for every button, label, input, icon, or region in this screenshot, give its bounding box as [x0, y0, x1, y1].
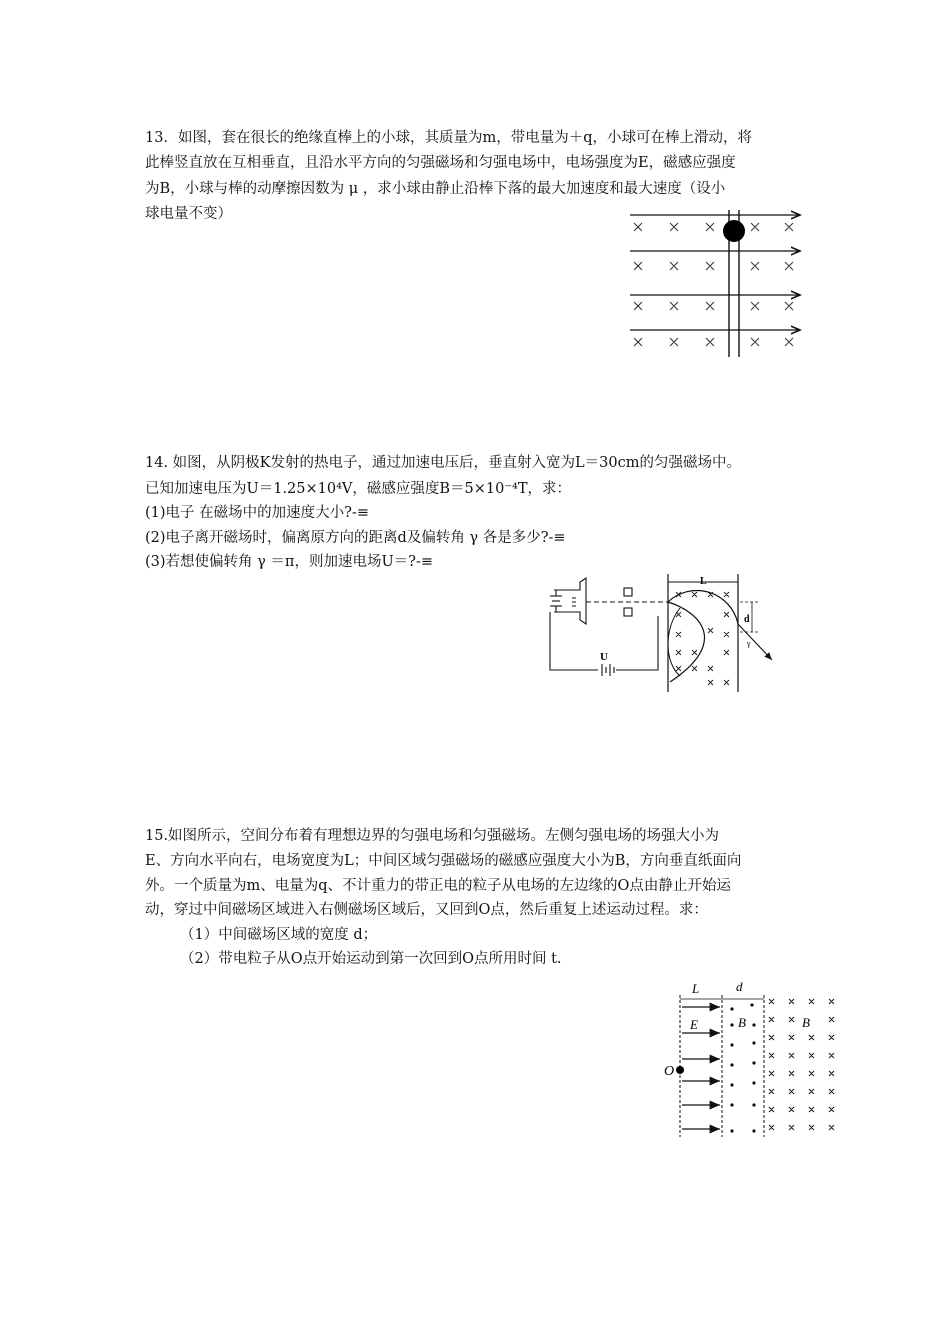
q15-line-4: 动，穿过中间磁场区域进入右侧磁场区域后，又回到O点，然后重复上述运动过程。求： — [145, 902, 708, 918]
q15-figure — [658, 977, 843, 1140]
anode-top — [624, 588, 632, 596]
magnetic-field-crosses — [634, 223, 793, 346]
q15-line-2: E、方向水平向右，电场宽度为L；中间区域匀强磁场的磁感应强度大小为B，方向垂直纸面向 — [145, 853, 742, 869]
q15-line-1: 15.如图所示，空间分布着有理想边界的匀强电场和匀强磁场。左侧匀强电场的场强大小为 — [145, 828, 720, 844]
label-L: L — [692, 981, 700, 996]
q15-line-6: （2）带电粒子从O点开始运动到第一次回到O点所用时间 t. — [180, 951, 562, 967]
electric-field-lines — [630, 215, 800, 330]
q14-figure — [540, 572, 790, 694]
label-B: B — [738, 1015, 746, 1030]
q15-line-5: （1）中间磁场区域的宽度 d； — [180, 927, 378, 943]
trajectory-3 — [668, 608, 680, 676]
q13-line-4: 球电量不变） — [145, 206, 232, 222]
cathode-assembly — [550, 578, 586, 624]
q13-line-1: 13．如图，套在很长的绝缘直棒上的小球，其质量为m，带电量为＋q，小球可在棒上滑动，将 — [145, 130, 752, 146]
q15-field-arrows — [682, 1007, 720, 1129]
q14-line-5: (3)若想使偏转角 γ ＝π，则加速电场U＝?-≡ — [145, 554, 433, 570]
q14-line-1: 14. 如图，从阴极K发射的热电子，通过加速电压后，垂直射入宽为L＝30cm的匀强磁场中。 — [145, 455, 741, 471]
label-E: E — [690, 1017, 698, 1032]
label-B2: B — [802, 1015, 810, 1030]
q13-line-3: 为B，小球与棒的动摩擦因数为 μ ，求小球由静止沿棒下落的最大加速度和最大速度（设小 — [145, 181, 726, 197]
exit-ray — [738, 624, 772, 660]
charged-ball — [723, 220, 745, 242]
point-O — [676, 1066, 684, 1074]
trajectory-2 — [668, 602, 704, 682]
label-gamma: γ — [747, 639, 751, 648]
label-O: O — [664, 1064, 675, 1079]
anode-bottom — [624, 608, 632, 616]
q13-figure — [625, 205, 810, 360]
q14-line-2: 已知加速电压为U＝1.25×10⁴V，磁感应强度B＝5×10⁻⁴T，求： — [145, 481, 572, 497]
q13-line-2: 此棒竖直放在互相垂直，且沿水平方向的匀强磁场和匀强电场中，电场强度为E，磁感应强度 — [145, 155, 736, 171]
label-d: d — [736, 979, 743, 994]
label-L: L — [700, 576, 707, 587]
accelerating-circuit — [550, 612, 658, 676]
q14-line-3: (1)电子 在磁场中的加速度大小?-≡ — [145, 505, 369, 521]
label-U: U — [600, 651, 608, 663]
label-d: d — [744, 614, 750, 625]
q15-line-3: 外。一个质量为m、电量为q、不计重力的带正电的粒子从电场的左边缘的O点由静止开始运 — [145, 878, 731, 894]
q14-line-4: (2)电子离开磁场时，偏离原方向的距离d及偏转角 γ 各是多少?-≡ — [145, 530, 566, 546]
